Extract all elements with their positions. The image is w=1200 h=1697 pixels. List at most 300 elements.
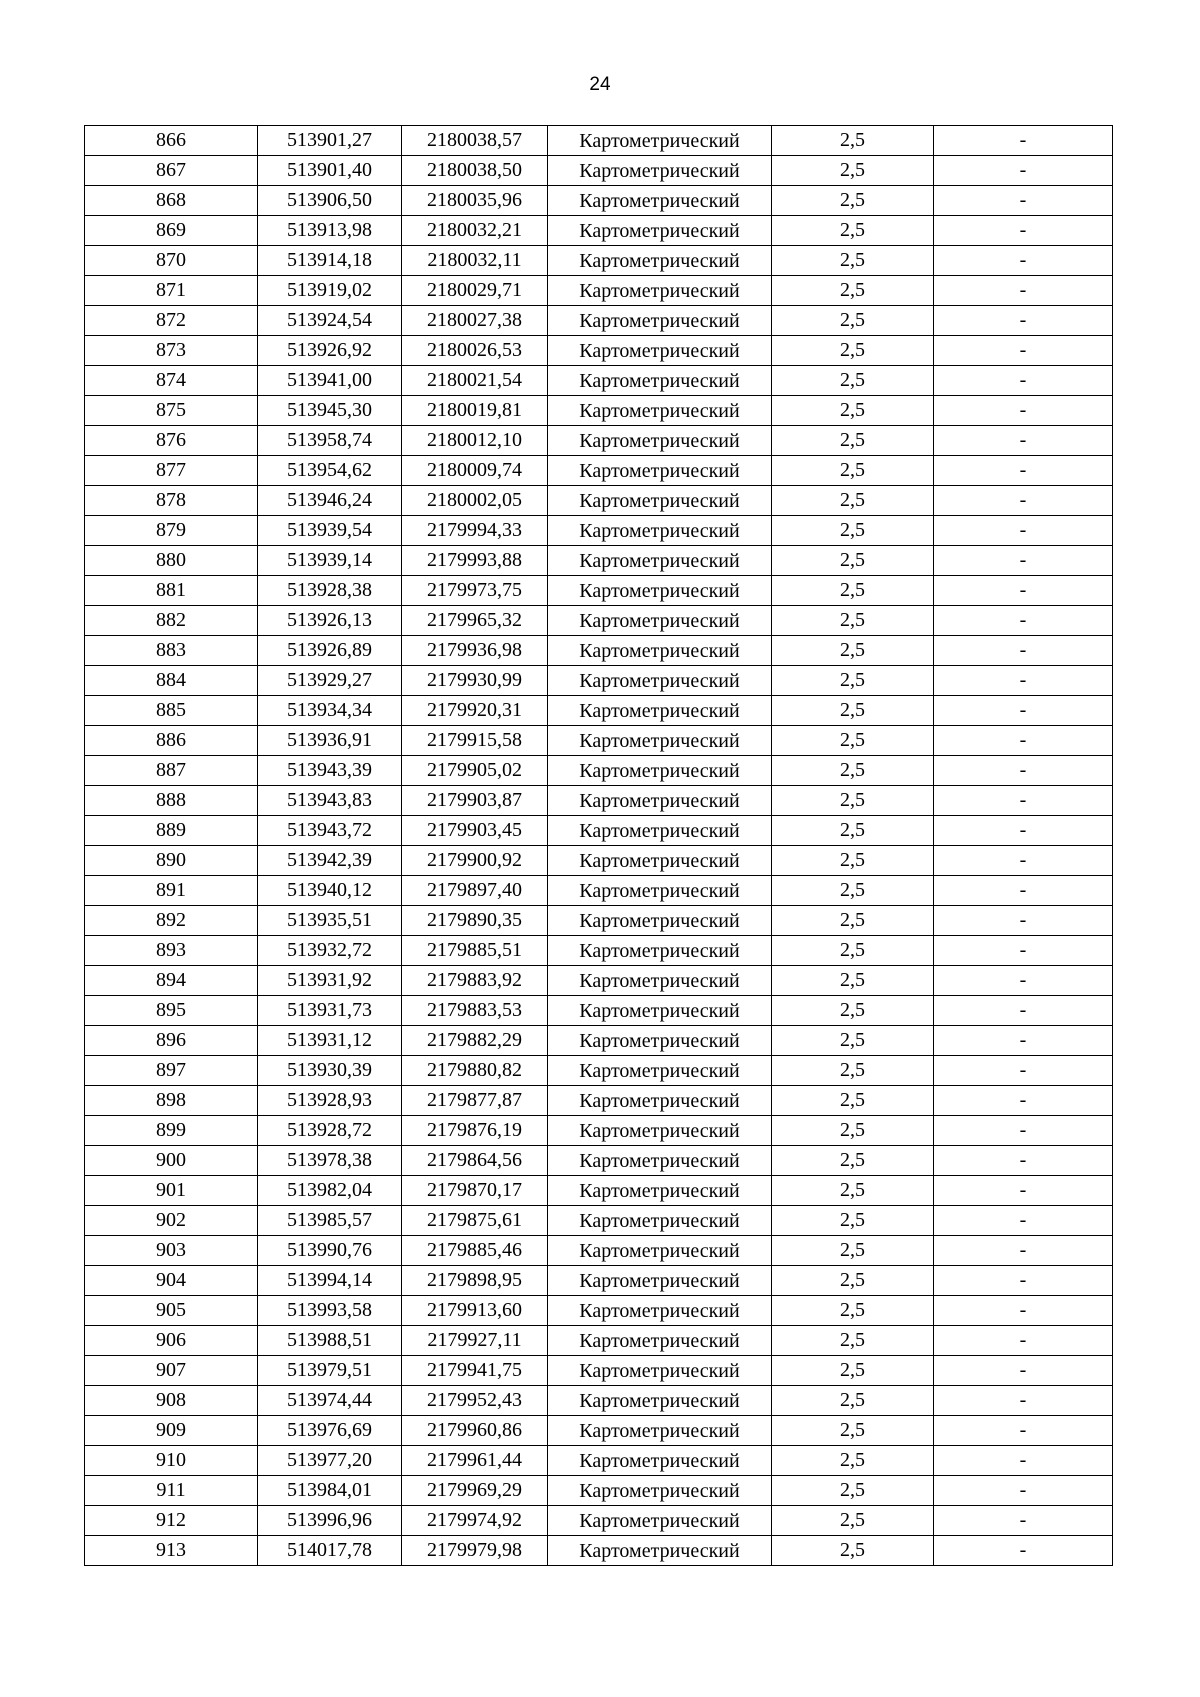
x-coordinate-cell: 513943,83 — [258, 786, 402, 816]
table-row — [85, 576, 1113, 606]
table-row — [85, 1326, 1113, 1356]
table-row — [85, 156, 1113, 186]
accuracy-cell: 2,5 — [772, 486, 934, 516]
table-row — [85, 1056, 1113, 1086]
accuracy-cell: 2,5 — [772, 426, 934, 456]
point-number-cell: 883 — [85, 636, 258, 666]
point-number-cell: 884 — [85, 666, 258, 696]
table-row — [85, 396, 1113, 426]
y-coordinate-cell: 2179952,43 — [402, 1386, 548, 1416]
y-coordinate-cell: 2179882,29 — [402, 1026, 548, 1056]
x-coordinate-cell: 513913,98 — [258, 216, 402, 246]
y-coordinate-cell: 2179936,98 — [402, 636, 548, 666]
point-number-cell: 890 — [85, 846, 258, 876]
table-row — [85, 1506, 1113, 1536]
y-coordinate-cell: 2179903,45 — [402, 816, 548, 846]
method-cell: Картометрический — [548, 216, 772, 246]
x-coordinate-cell: 513931,92 — [258, 966, 402, 996]
y-coordinate-cell: 2180002,05 — [402, 486, 548, 516]
table-row — [85, 1116, 1113, 1146]
accuracy-cell: 2,5 — [772, 846, 934, 876]
method-cell: Картометрический — [548, 126, 772, 156]
x-coordinate-cell: 513958,74 — [258, 426, 402, 456]
accuracy-cell: 2,5 — [772, 1476, 934, 1506]
table-row — [85, 1206, 1113, 1236]
y-coordinate-cell: 2179870,17 — [402, 1176, 548, 1206]
y-coordinate-cell: 2180032,21 — [402, 216, 548, 246]
accuracy-cell: 2,5 — [772, 696, 934, 726]
accuracy-cell: 2,5 — [772, 1026, 934, 1056]
y-coordinate-cell: 2179960,86 — [402, 1416, 548, 1446]
method-cell: Картометрический — [548, 1266, 772, 1296]
y-coordinate-cell: 2180029,71 — [402, 276, 548, 306]
point-number-cell: 899 — [85, 1116, 258, 1146]
table-row — [85, 966, 1113, 996]
accuracy-cell: 2,5 — [772, 246, 934, 276]
table-row — [85, 786, 1113, 816]
table-row — [85, 126, 1113, 156]
x-coordinate-cell: 513943,72 — [258, 816, 402, 846]
note-cell: - — [934, 216, 1113, 246]
y-coordinate-cell: 2179864,56 — [402, 1146, 548, 1176]
y-coordinate-cell: 2179979,98 — [402, 1536, 548, 1566]
y-coordinate-cell: 2179927,11 — [402, 1326, 548, 1356]
table-row — [85, 1236, 1113, 1266]
table-row — [85, 1386, 1113, 1416]
y-coordinate-cell: 2179883,92 — [402, 966, 548, 996]
method-cell: Картометрический — [548, 1056, 772, 1086]
x-coordinate-cell: 513926,89 — [258, 636, 402, 666]
point-number-cell: 871 — [85, 276, 258, 306]
point-number-cell: 892 — [85, 906, 258, 936]
note-cell: - — [934, 966, 1113, 996]
table-row — [85, 246, 1113, 276]
note-cell: - — [934, 666, 1113, 696]
y-coordinate-cell: 2179885,46 — [402, 1236, 548, 1266]
y-coordinate-cell: 2180035,96 — [402, 186, 548, 216]
point-number-cell: 908 — [85, 1386, 258, 1416]
x-coordinate-cell: 513930,39 — [258, 1056, 402, 1086]
note-cell: - — [934, 1056, 1113, 1086]
accuracy-cell: 2,5 — [772, 666, 934, 696]
point-number-cell: 900 — [85, 1146, 258, 1176]
point-number-cell: 877 — [85, 456, 258, 486]
table-row — [85, 276, 1113, 306]
note-cell: - — [934, 1206, 1113, 1236]
accuracy-cell: 2,5 — [772, 1356, 934, 1386]
table-row — [85, 996, 1113, 1026]
accuracy-cell: 2,5 — [772, 366, 934, 396]
point-number-cell: 881 — [85, 576, 258, 606]
note-cell: - — [934, 876, 1113, 906]
method-cell: Картометрический — [548, 996, 772, 1026]
note-cell: - — [934, 1266, 1113, 1296]
accuracy-cell: 2,5 — [772, 216, 934, 246]
y-coordinate-cell: 2179920,31 — [402, 696, 548, 726]
table-row — [85, 456, 1113, 486]
point-number-cell: 912 — [85, 1506, 258, 1536]
method-cell: Картометрический — [548, 1446, 772, 1476]
x-coordinate-cell: 513926,13 — [258, 606, 402, 636]
accuracy-cell: 2,5 — [772, 786, 934, 816]
accuracy-cell: 2,5 — [772, 816, 934, 846]
y-coordinate-cell: 2180012,10 — [402, 426, 548, 456]
table-row — [85, 1176, 1113, 1206]
x-coordinate-cell: 513978,38 — [258, 1146, 402, 1176]
method-cell: Картометрический — [548, 546, 772, 576]
point-number-cell: 888 — [85, 786, 258, 816]
accuracy-cell: 2,5 — [772, 906, 934, 936]
note-cell: - — [934, 426, 1113, 456]
method-cell: Картометрический — [548, 1296, 772, 1326]
x-coordinate-cell: 513977,20 — [258, 1446, 402, 1476]
note-cell: - — [934, 516, 1113, 546]
point-number-cell: 904 — [85, 1266, 258, 1296]
point-number-cell: 893 — [85, 936, 258, 966]
method-cell: Картометрический — [548, 1386, 772, 1416]
method-cell: Картометрический — [548, 876, 772, 906]
y-coordinate-cell: 2179890,35 — [402, 906, 548, 936]
method-cell: Картометрический — [548, 576, 772, 606]
table-row — [85, 1266, 1113, 1296]
point-number-cell: 895 — [85, 996, 258, 1026]
y-coordinate-cell: 2179913,60 — [402, 1296, 548, 1326]
method-cell: Картометрический — [548, 936, 772, 966]
x-coordinate-cell: 513901,40 — [258, 156, 402, 186]
y-coordinate-cell: 2179900,92 — [402, 846, 548, 876]
method-cell: Картометрический — [548, 1356, 772, 1386]
accuracy-cell: 2,5 — [772, 156, 934, 186]
accuracy-cell: 2,5 — [772, 606, 934, 636]
x-coordinate-cell: 513924,54 — [258, 306, 402, 336]
x-coordinate-cell: 513914,18 — [258, 246, 402, 276]
table-row — [85, 636, 1113, 666]
note-cell: - — [934, 546, 1113, 576]
x-coordinate-cell: 513929,27 — [258, 666, 402, 696]
x-coordinate-cell: 513931,73 — [258, 996, 402, 1026]
method-cell: Картометрический — [548, 906, 772, 936]
note-cell: - — [934, 306, 1113, 336]
method-cell: Картометрический — [548, 486, 772, 516]
note-cell: - — [934, 636, 1113, 666]
accuracy-cell: 2,5 — [772, 396, 934, 426]
y-coordinate-cell: 2179993,88 — [402, 546, 548, 576]
note-cell: - — [934, 486, 1113, 516]
table-row — [85, 1536, 1113, 1566]
method-cell: Картометрический — [548, 966, 772, 996]
note-cell: - — [934, 396, 1113, 426]
accuracy-cell: 2,5 — [772, 636, 934, 666]
y-coordinate-cell: 2179961,44 — [402, 1446, 548, 1476]
x-coordinate-cell: 513984,01 — [258, 1476, 402, 1506]
x-coordinate-cell: 513979,51 — [258, 1356, 402, 1386]
y-coordinate-cell: 2179897,40 — [402, 876, 548, 906]
y-coordinate-cell: 2179905,02 — [402, 756, 548, 786]
table-row — [85, 546, 1113, 576]
note-cell: - — [934, 1476, 1113, 1506]
method-cell: Картометрический — [548, 816, 772, 846]
note-cell: - — [934, 1026, 1113, 1056]
method-cell: Картометрический — [548, 786, 772, 816]
note-cell: - — [934, 996, 1113, 1026]
point-number-cell: 868 — [85, 186, 258, 216]
point-number-cell: 879 — [85, 516, 258, 546]
method-cell: Картометрический — [548, 1536, 772, 1566]
x-coordinate-cell: 513928,93 — [258, 1086, 402, 1116]
point-number-cell: 909 — [85, 1416, 258, 1446]
point-number-cell: 889 — [85, 816, 258, 846]
point-number-cell: 880 — [85, 546, 258, 576]
y-coordinate-cell: 2179883,53 — [402, 996, 548, 1026]
note-cell: - — [934, 576, 1113, 606]
note-cell: - — [934, 1236, 1113, 1266]
x-coordinate-cell: 513906,50 — [258, 186, 402, 216]
note-cell: - — [934, 846, 1113, 876]
method-cell: Картометрический — [548, 1506, 772, 1536]
point-number-cell: 891 — [85, 876, 258, 906]
page-number: 24 — [589, 74, 611, 95]
accuracy-cell: 2,5 — [772, 186, 934, 216]
method-cell: Картометрический — [548, 336, 772, 366]
x-coordinate-cell: 513954,62 — [258, 456, 402, 486]
method-cell: Картометрический — [548, 696, 772, 726]
note-cell: - — [934, 1506, 1113, 1536]
method-cell: Картометрический — [548, 666, 772, 696]
x-coordinate-cell: 513945,30 — [258, 396, 402, 426]
accuracy-cell: 2,5 — [772, 276, 934, 306]
x-coordinate-cell: 513976,69 — [258, 1416, 402, 1446]
x-coordinate-cell: 513932,72 — [258, 936, 402, 966]
point-number-cell: 876 — [85, 426, 258, 456]
point-number-cell: 894 — [85, 966, 258, 996]
table-row — [85, 1026, 1113, 1056]
table-row — [85, 936, 1113, 966]
accuracy-cell: 2,5 — [772, 1386, 934, 1416]
y-coordinate-cell: 2179930,99 — [402, 666, 548, 696]
table-row — [85, 756, 1113, 786]
accuracy-cell: 2,5 — [772, 1536, 934, 1566]
method-cell: Картометрический — [548, 1146, 772, 1176]
table-row — [85, 876, 1113, 906]
table-row — [85, 1146, 1113, 1176]
table-row — [85, 696, 1113, 726]
y-coordinate-cell: 2179915,58 — [402, 726, 548, 756]
note-cell: - — [934, 816, 1113, 846]
note-cell: - — [934, 336, 1113, 366]
method-cell: Картометрический — [548, 726, 772, 756]
x-coordinate-cell: 513901,27 — [258, 126, 402, 156]
accuracy-cell: 2,5 — [772, 1056, 934, 1086]
point-number-cell: 869 — [85, 216, 258, 246]
accuracy-cell: 2,5 — [772, 1206, 934, 1236]
y-coordinate-cell: 2179973,75 — [402, 576, 548, 606]
point-number-cell: 870 — [85, 246, 258, 276]
y-coordinate-cell: 2180019,81 — [402, 396, 548, 426]
method-cell: Картометрический — [548, 756, 772, 786]
note-cell: - — [934, 1416, 1113, 1446]
point-number-cell: 867 — [85, 156, 258, 186]
accuracy-cell: 2,5 — [772, 1506, 934, 1536]
accuracy-cell: 2,5 — [772, 306, 934, 336]
x-coordinate-cell: 513939,54 — [258, 516, 402, 546]
table-row — [85, 306, 1113, 336]
table-row — [85, 216, 1113, 246]
x-coordinate-cell: 513928,72 — [258, 1116, 402, 1146]
note-cell: - — [934, 606, 1113, 636]
note-cell: - — [934, 246, 1113, 276]
x-coordinate-cell: 513946,24 — [258, 486, 402, 516]
accuracy-cell: 2,5 — [772, 516, 934, 546]
point-number-cell: 906 — [85, 1326, 258, 1356]
table-row — [85, 366, 1113, 396]
accuracy-cell: 2,5 — [772, 126, 934, 156]
point-number-cell: 907 — [85, 1356, 258, 1386]
coordinates-table — [84, 125, 1113, 1566]
accuracy-cell: 2,5 — [772, 336, 934, 366]
note-cell: - — [934, 1386, 1113, 1416]
table-row — [85, 606, 1113, 636]
accuracy-cell: 2,5 — [772, 456, 934, 486]
accuracy-cell: 2,5 — [772, 936, 934, 966]
table-row — [85, 1476, 1113, 1506]
point-number-cell: 903 — [85, 1236, 258, 1266]
method-cell: Картометрический — [548, 606, 772, 636]
note-cell: - — [934, 756, 1113, 786]
accuracy-cell: 2,5 — [772, 1086, 934, 1116]
y-coordinate-cell: 2179903,87 — [402, 786, 548, 816]
x-coordinate-cell: 513941,00 — [258, 366, 402, 396]
x-coordinate-cell: 513939,14 — [258, 546, 402, 576]
x-coordinate-cell: 514017,78 — [258, 1536, 402, 1566]
x-coordinate-cell: 513985,57 — [258, 1206, 402, 1236]
table-row — [85, 1296, 1113, 1326]
y-coordinate-cell: 2180032,11 — [402, 246, 548, 276]
point-number-cell: 896 — [85, 1026, 258, 1056]
note-cell: - — [934, 696, 1113, 726]
point-number-cell: 901 — [85, 1176, 258, 1206]
note-cell: - — [934, 366, 1113, 396]
x-coordinate-cell: 513926,92 — [258, 336, 402, 366]
x-coordinate-cell: 513974,44 — [258, 1386, 402, 1416]
note-cell: - — [934, 1296, 1113, 1326]
accuracy-cell: 2,5 — [772, 1266, 934, 1296]
note-cell: - — [934, 1116, 1113, 1146]
x-coordinate-cell: 513990,76 — [258, 1236, 402, 1266]
table-row — [85, 186, 1113, 216]
y-coordinate-cell: 2179885,51 — [402, 936, 548, 966]
method-cell: Картометрический — [548, 1476, 772, 1506]
note-cell: - — [934, 186, 1113, 216]
note-cell: - — [934, 1356, 1113, 1386]
point-number-cell: 874 — [85, 366, 258, 396]
method-cell: Картометрический — [548, 306, 772, 336]
x-coordinate-cell: 513919,02 — [258, 276, 402, 306]
method-cell: Картометрический — [548, 1326, 772, 1356]
note-cell: - — [934, 1146, 1113, 1176]
accuracy-cell: 2,5 — [772, 756, 934, 786]
point-number-cell: 911 — [85, 1476, 258, 1506]
y-coordinate-cell: 2180021,54 — [402, 366, 548, 396]
note-cell: - — [934, 786, 1113, 816]
x-coordinate-cell: 513982,04 — [258, 1176, 402, 1206]
y-coordinate-cell: 2179941,75 — [402, 1356, 548, 1386]
y-coordinate-cell: 2179974,92 — [402, 1506, 548, 1536]
note-cell: - — [934, 726, 1113, 756]
x-coordinate-cell: 513942,39 — [258, 846, 402, 876]
table-row — [85, 426, 1113, 456]
table-body — [85, 126, 1113, 1566]
table-row — [85, 666, 1113, 696]
accuracy-cell: 2,5 — [772, 996, 934, 1026]
note-cell: - — [934, 936, 1113, 966]
y-coordinate-cell: 2179965,32 — [402, 606, 548, 636]
x-coordinate-cell: 513928,38 — [258, 576, 402, 606]
method-cell: Картометрический — [548, 366, 772, 396]
x-coordinate-cell: 513994,14 — [258, 1266, 402, 1296]
y-coordinate-cell: 2179994,33 — [402, 516, 548, 546]
method-cell: Картометрический — [548, 276, 772, 306]
note-cell: - — [934, 1176, 1113, 1206]
y-coordinate-cell: 2180026,53 — [402, 336, 548, 366]
method-cell: Картометрический — [548, 1236, 772, 1266]
note-cell: - — [934, 276, 1113, 306]
table-row — [85, 816, 1113, 846]
accuracy-cell: 2,5 — [772, 1236, 934, 1266]
y-coordinate-cell: 2179875,61 — [402, 1206, 548, 1236]
method-cell: Картометрический — [548, 636, 772, 666]
x-coordinate-cell: 513934,34 — [258, 696, 402, 726]
x-coordinate-cell: 513943,39 — [258, 756, 402, 786]
point-number-cell: 878 — [85, 486, 258, 516]
note-cell: - — [934, 1326, 1113, 1356]
accuracy-cell: 2,5 — [772, 1446, 934, 1476]
table-row — [85, 726, 1113, 756]
method-cell: Картометрический — [548, 1116, 772, 1146]
y-coordinate-cell: 2180038,50 — [402, 156, 548, 186]
point-number-cell: 886 — [85, 726, 258, 756]
method-cell: Картометрический — [548, 846, 772, 876]
note-cell: - — [934, 456, 1113, 486]
table-row — [85, 846, 1113, 876]
point-number-cell: 866 — [85, 126, 258, 156]
accuracy-cell: 2,5 — [772, 1146, 934, 1176]
accuracy-cell: 2,5 — [772, 546, 934, 576]
point-number-cell: 887 — [85, 756, 258, 786]
accuracy-cell: 2,5 — [772, 726, 934, 756]
y-coordinate-cell: 2179877,87 — [402, 1086, 548, 1116]
method-cell: Картометрический — [548, 1206, 772, 1236]
accuracy-cell: 2,5 — [772, 576, 934, 606]
accuracy-cell: 2,5 — [772, 1296, 934, 1326]
note-cell: - — [934, 906, 1113, 936]
point-number-cell: 875 — [85, 396, 258, 426]
accuracy-cell: 2,5 — [772, 1176, 934, 1206]
note-cell: - — [934, 156, 1113, 186]
x-coordinate-cell: 513996,96 — [258, 1506, 402, 1536]
y-coordinate-cell: 2180038,57 — [402, 126, 548, 156]
table-row — [85, 1446, 1113, 1476]
point-number-cell: 885 — [85, 696, 258, 726]
table-row — [85, 1416, 1113, 1446]
y-coordinate-cell: 2179898,95 — [402, 1266, 548, 1296]
table-row — [85, 516, 1113, 546]
x-coordinate-cell: 513993,58 — [258, 1296, 402, 1326]
x-coordinate-cell: 513935,51 — [258, 906, 402, 936]
point-number-cell: 898 — [85, 1086, 258, 1116]
x-coordinate-cell: 513940,12 — [258, 876, 402, 906]
method-cell: Картометрический — [548, 516, 772, 546]
point-number-cell: 913 — [85, 1536, 258, 1566]
